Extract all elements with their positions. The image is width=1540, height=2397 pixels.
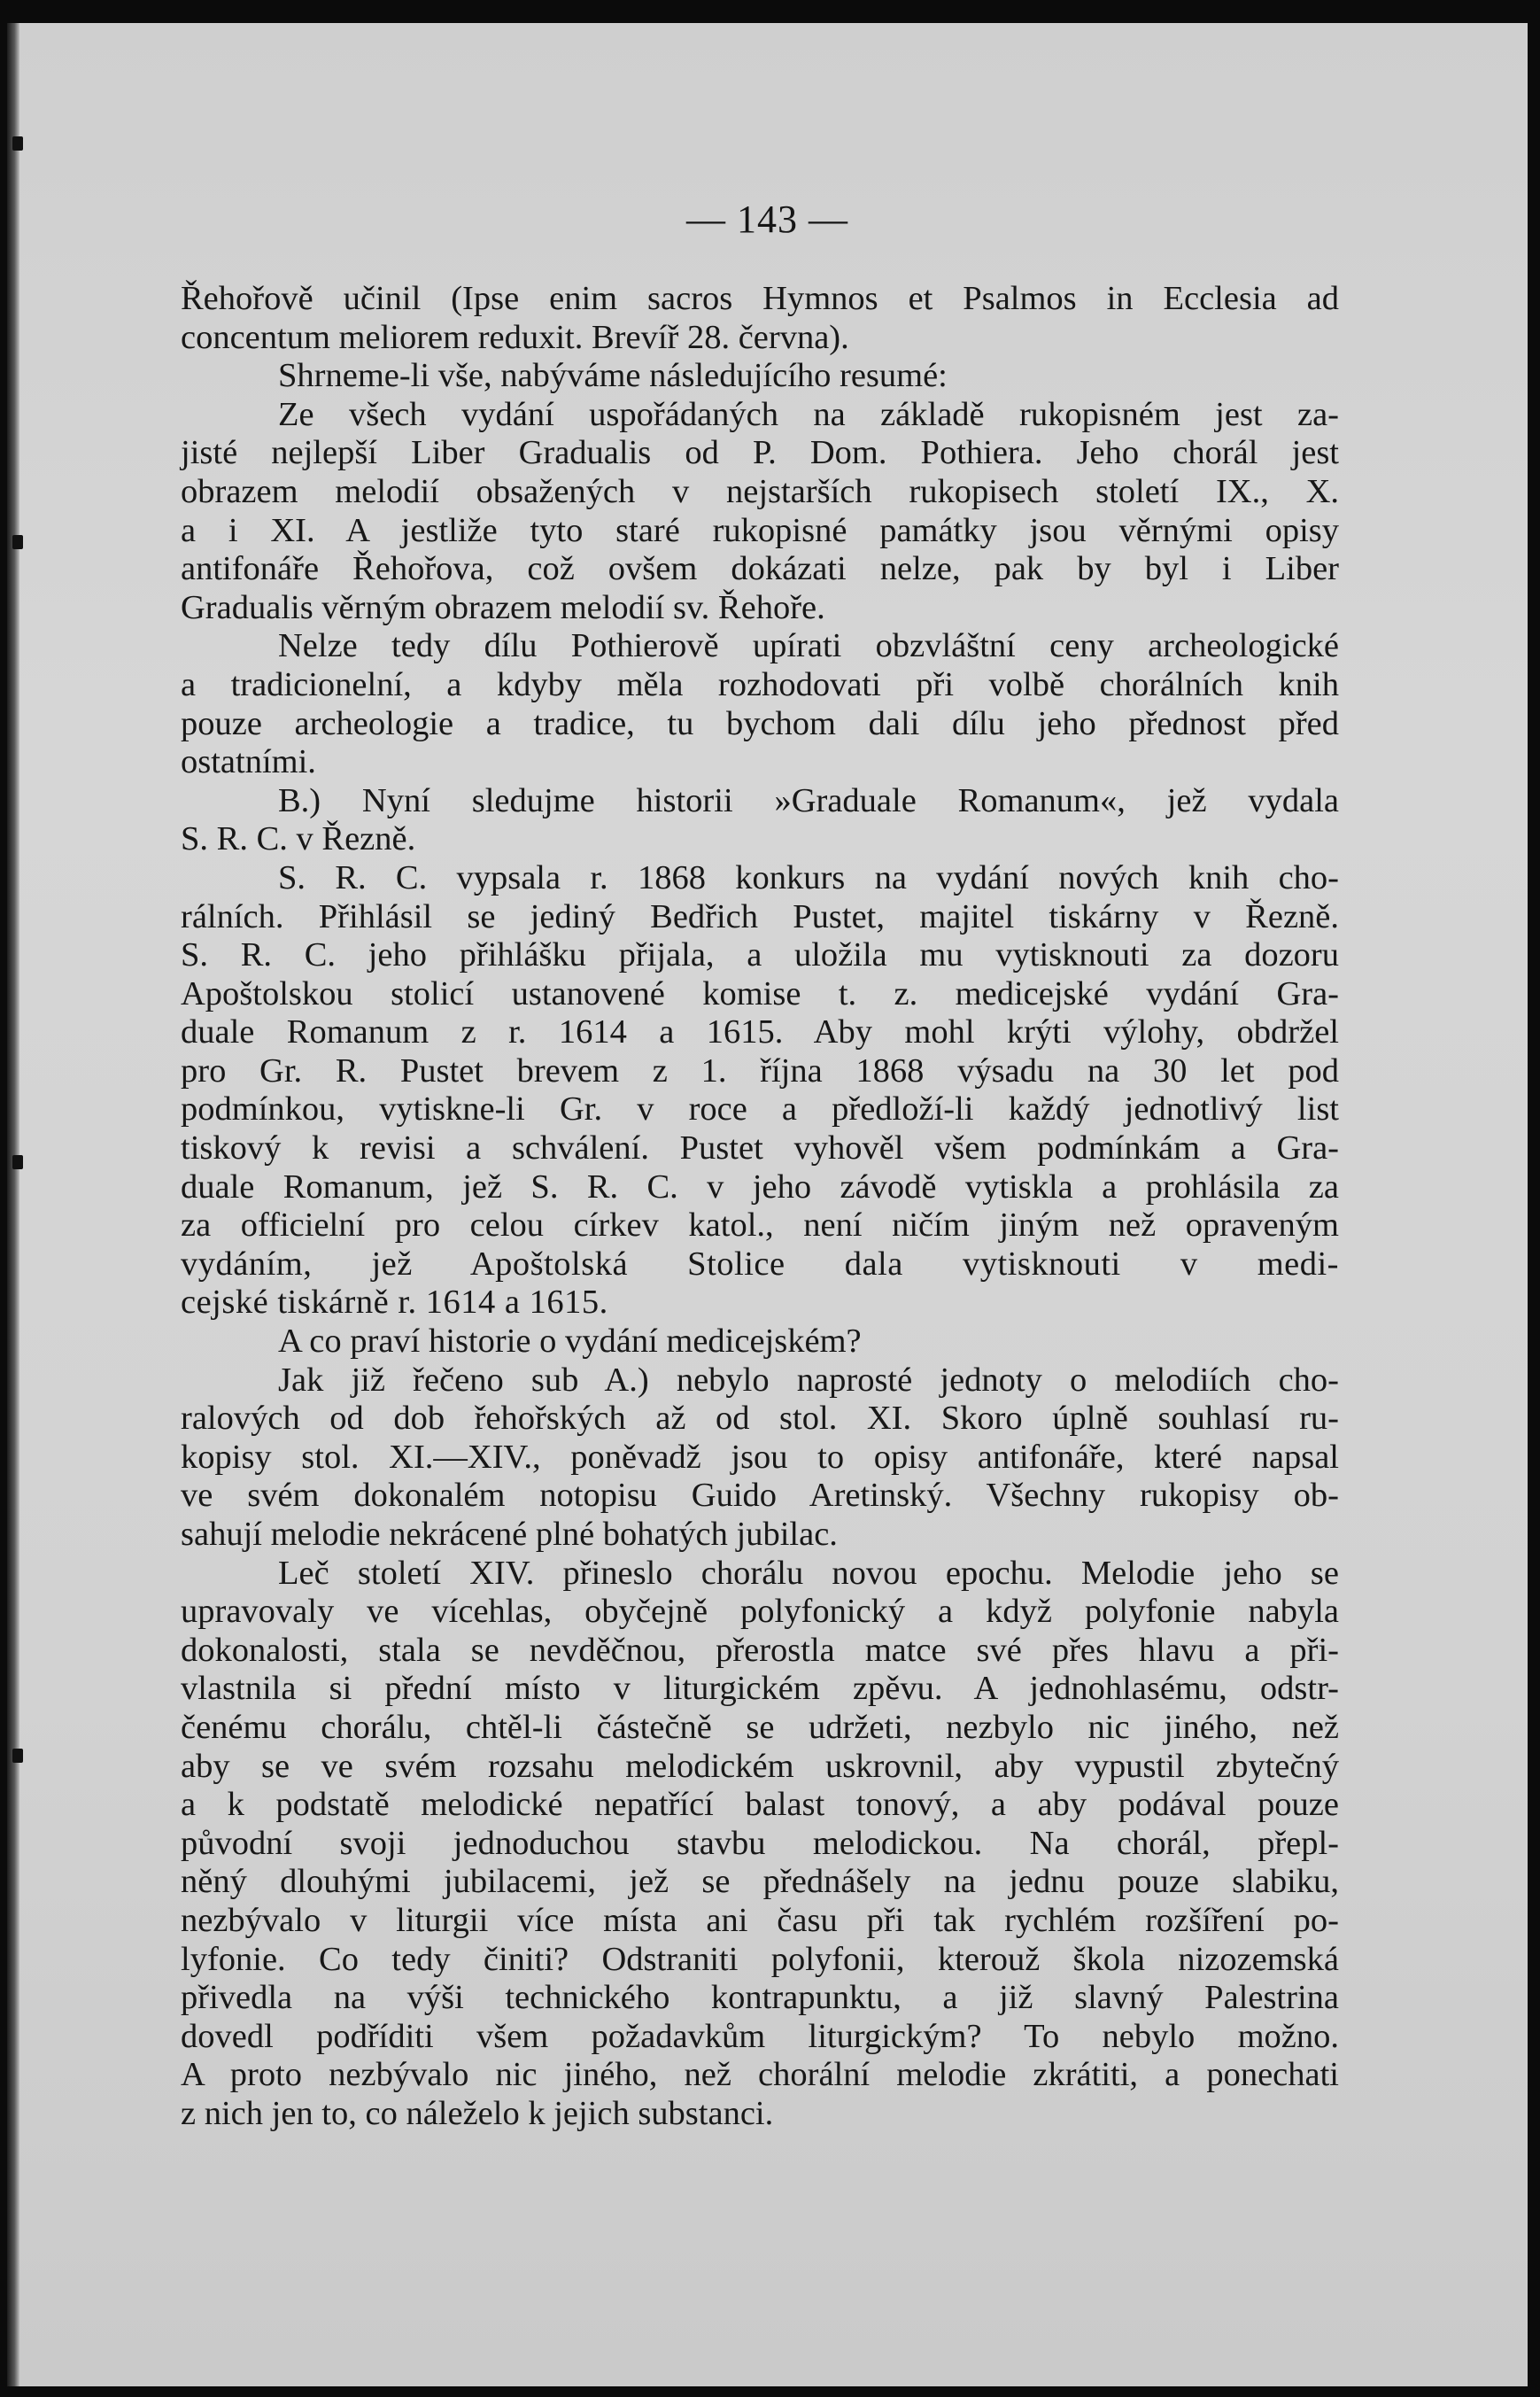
text-line: dokonalosti, stala se nevděčnou, přerostla matce své přes hlavu a při- bbox=[181, 1631, 1339, 1669]
binding-mark bbox=[12, 535, 23, 549]
text-line: původní svoji jednoduchou stavbu melodickou. Na chorál, přepl- bbox=[181, 1824, 1339, 1862]
text-line: Shrneme-li vše, nabýváme následujícího resumé: bbox=[278, 357, 948, 395]
text-line: Gradualis věrným obrazem melodií sv. Řehoře. bbox=[181, 588, 825, 626]
text-line: něný dlouhými jubilacemi, jež se přednášely na jednu pouze slabiku, bbox=[181, 1863, 1339, 1901]
text-line: a k podstatě melodické nepatřící balast tonový, a aby podával pouze bbox=[181, 1786, 1339, 1824]
text-line: kopisy stol. XI.—XIV., poněvadž jsou to opisy antifonáře, které napsal bbox=[181, 1438, 1339, 1476]
text-line: A co praví historie o vydání medicejském? bbox=[278, 1323, 862, 1361]
text-line: S. R. C. vypsala r. 1868 konkurs na vydání nových knih cho- bbox=[278, 858, 1339, 896]
text-line: aby se ve svém rozsahu melodickém uskrovnil, aby vypustil zbytečný bbox=[181, 1747, 1339, 1785]
text-line: B.) Nyní sledujme historii »Graduale Romanum«, jež vydala bbox=[278, 781, 1339, 819]
text-line: duale Romanum, jež S. R. C. v jeho závodě vytiskla a prohlásila za bbox=[181, 1167, 1339, 1206]
text-line: dovedl podříditi všem požadavkům liturgickým? To nebylo možno. bbox=[181, 2017, 1339, 2055]
text-line: antifonáře Řehořova, což ovšem dokázati nelze, pak by byl i Liber bbox=[181, 550, 1339, 588]
page-binding-edge bbox=[7, 23, 19, 2386]
text-line: cejské tiskárně r. 1614 a 1615. bbox=[181, 1284, 608, 1322]
text-line: přivedla na výši technického kontrapunktu, a již slavný Palestrina bbox=[181, 1979, 1339, 2017]
text-line: za officielní pro celou církev katol., není ničím jiným než opraveným bbox=[181, 1206, 1339, 1245]
body-text bbox=[181, 280, 1339, 2134]
text-line: Apoštolskou stolicí ustanovené komise t. z. medicejské vydání Gra- bbox=[181, 974, 1339, 1012]
text-line: Nelze tedy dílu Pothierově upírati obzvláštní ceny archeologické bbox=[278, 627, 1339, 665]
text-line: Řehořově učinil (Ipse enim sacros Hymnos et Psalmos in Ecclesia ad bbox=[181, 280, 1339, 317]
text-line: čenému chorálu, chtěl-li částečně se udržeti, nezbylo nic jiného, než bbox=[181, 1708, 1339, 1746]
text-line: podmínkou, vytiskne-li Gr. v roce a předloží-li každý jednotlivý list bbox=[181, 1090, 1339, 1129]
text-line: upravovaly ve vícehlas, obyčejně polyfonický a když polyfonie nabyla bbox=[181, 1593, 1339, 1631]
text-line: ostatními. bbox=[181, 743, 316, 781]
text-line: a i XI. A jestliže tyto staré rukopisné památky jsou věrnými opisy bbox=[181, 511, 1339, 549]
text-line: tiskový k revisi a schválení. Pustet vyhověl všem podmínkám a Gra- bbox=[181, 1129, 1339, 1167]
text-line: jisté nejlepší Liber Gradualis od P. Dom. Pothiera. Jeho chorál jest bbox=[181, 434, 1339, 472]
text-line: A proto nezbývalo nic jiného, než chorální melodie zkrátiti, a ponechati bbox=[181, 2056, 1339, 2094]
text-line: vydáním, jež Apoštolská Stolice dala vytisknouti v medi- bbox=[181, 1245, 1339, 1283]
text-line: S. R. C. v Řezně. bbox=[181, 820, 416, 858]
page-number: — 143 — bbox=[686, 198, 848, 241]
text-line: ve svém dokonalém notopisu Guido Aretinský. Všechny rukopisy ob- bbox=[181, 1477, 1339, 1515]
text-line: rálních. Přihlásil se jediný Bedřich Pustet, majitel tiskárny v Řezně. bbox=[181, 897, 1339, 935]
binding-mark bbox=[12, 1155, 23, 1169]
text-line: a tradicionelní, a kdyby měla rozhodovati při volbě chorálních knih bbox=[181, 665, 1339, 703]
text-line: concentum meliorem reduxit. Brevíř 28. června). bbox=[181, 318, 849, 356]
text-line: obrazem melodií obsažených v nejstarších rukopisech století IX., X. bbox=[181, 472, 1339, 510]
binding-mark bbox=[12, 1749, 23, 1763]
text-line: Leč století XIV. přineslo chorálu novou epochu. Melodie jeho se bbox=[278, 1554, 1339, 1592]
text-line: z nich jen to, co náleželo k jejich substanci. bbox=[181, 2094, 774, 2132]
text-line: S. R. C. jeho přihlášku přijala, a uložila mu vytisknouti za dozoru bbox=[181, 936, 1339, 974]
text-line: Jak již řečeno sub A.) nebylo naprosté jednoty o melodiích cho- bbox=[278, 1361, 1339, 1399]
text-line: vlastnila si přední místo v liturgickém zpěvu. A jednohlasému, odstr- bbox=[181, 1670, 1339, 1708]
text-line: Ze všech vydání uspořádaných na základě rukopisném jest za- bbox=[278, 395, 1339, 433]
text-line: duale Romanum z r. 1614 a 1615. Aby mohl krýti výlohy, obdržel bbox=[181, 1013, 1339, 1051]
text-line: nezbývalo v liturgii více místa ani času při tak rychlém rozšíření po- bbox=[181, 1901, 1339, 1939]
text-line: lyfonie. Co tedy činiti? Odstraniti polyfonii, kterouž škola nizozemská bbox=[181, 1940, 1339, 1978]
book-page bbox=[7, 23, 1528, 2386]
text-line: pouze archeologie a tradice, tu bychom dali dílu jeho přednost před bbox=[181, 704, 1339, 742]
text-line: pro Gr. R. Pustet brevem z 1. října 1868 výsadu na 30 let pod bbox=[181, 1051, 1339, 1090]
text-line: ralových od dob řehořských až od stol. XI. Skoro úplně souhlasí ru- bbox=[181, 1400, 1339, 1438]
binding-mark bbox=[12, 136, 23, 151]
text-line: sahují melodie nekrácené plné bohatých jubilac. bbox=[181, 1516, 838, 1553]
